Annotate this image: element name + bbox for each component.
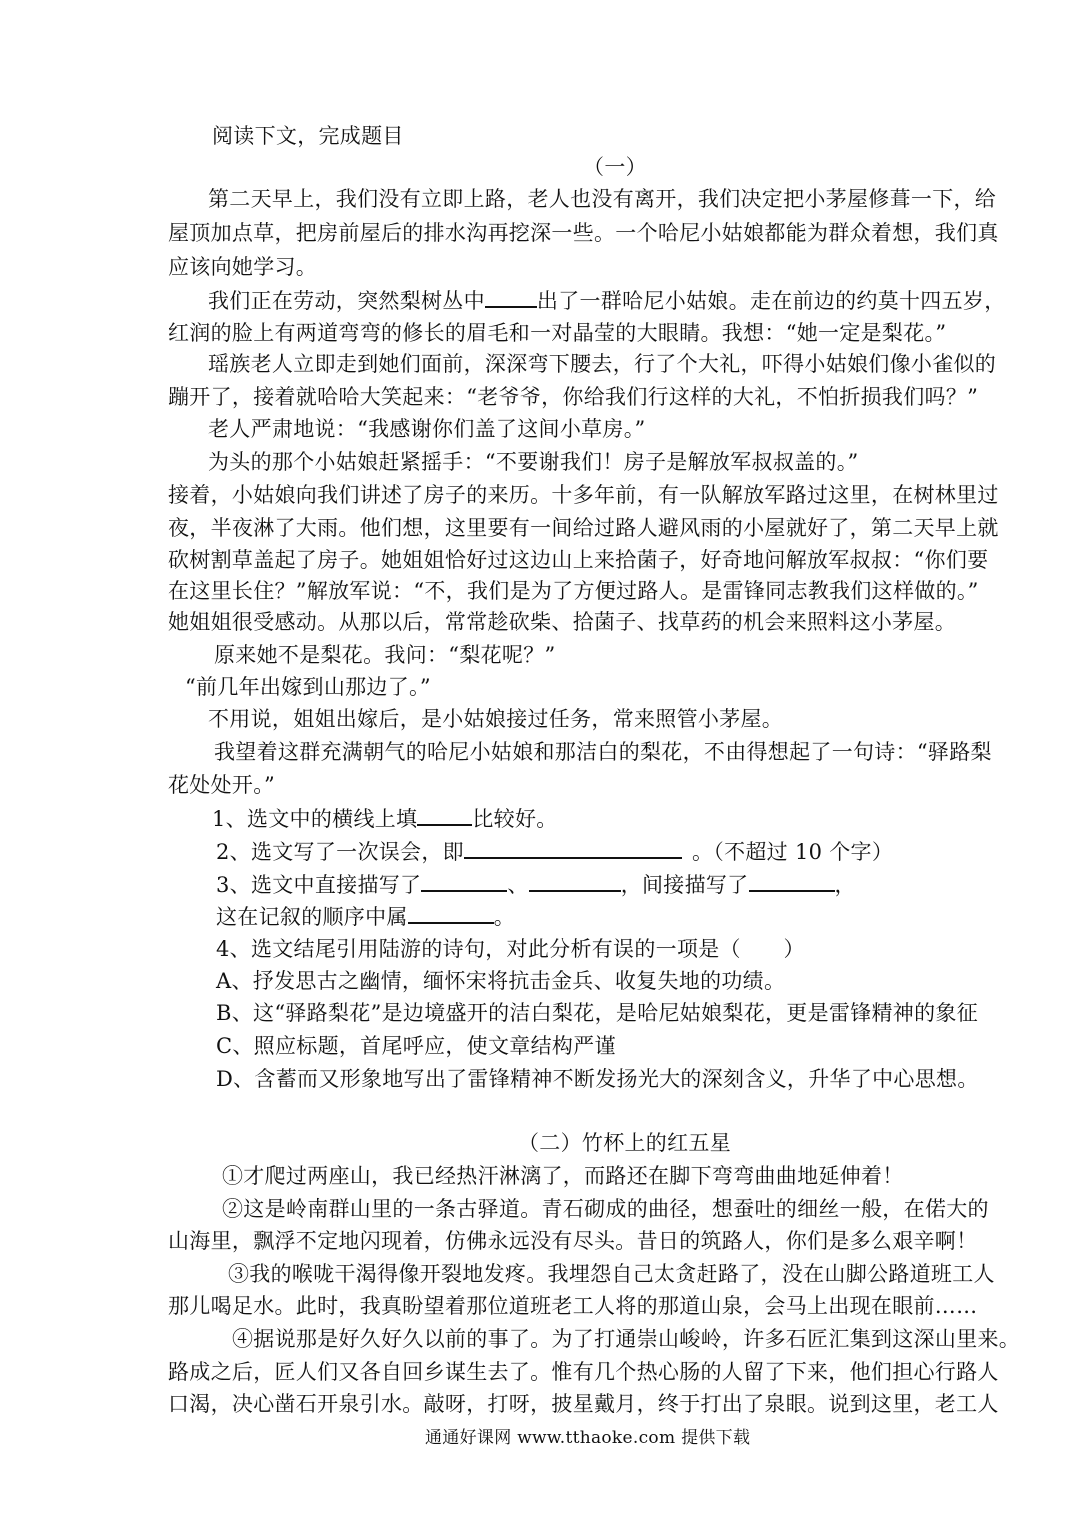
answer-blank[interactable] — [464, 839, 682, 859]
question-1: 1、选文中的横线上填 比较好。 — [212, 807, 558, 831]
paragraph-4: 老人严肃地说：“我感谢你们盖了这间小草房。” — [208, 417, 646, 441]
section-2-heading: （二）竹杯上的红五星 — [518, 1131, 731, 1155]
option-c: C、照应标题，首尾呼应，使文章结构严谨 — [216, 1034, 616, 1058]
instruction: 阅读下文，完成题目 — [212, 124, 404, 148]
answer-blank[interactable] — [421, 872, 507, 892]
s2-paragraph-1: ①才爬过两座山，我已经热汗淋漓了，而路还在脚下弯弯曲曲地延伸着！ — [222, 1164, 904, 1188]
question-2: 2、选文写了一次误会，即 。（不超过 10 个字） — [216, 840, 894, 864]
paragraph-9: 不用说，姐姐出嫁后，是小姑娘接过任务，常来照管小茅屋。 — [208, 707, 784, 731]
paragraph-5: 为头的那个小姑娘赶紧摇手：“不要谢我们！房子是解放军叔叔盖的。” — [208, 450, 859, 474]
answer-blank[interactable] — [408, 904, 494, 924]
fill-blank-line — [485, 288, 537, 308]
option-d: D、含蓄而又形象地写出了雷锋精神不断发扬光大的深刻含义，升华了中心思想。 — [216, 1067, 979, 1091]
answer-blank[interactable] — [417, 806, 472, 826]
answer-blank[interactable] — [529, 872, 621, 892]
answer-blank[interactable] — [749, 872, 835, 892]
paragraph-7: 原来她不是梨花。我问：“梨花呢？” — [214, 643, 556, 667]
page-footer: 通通好课网 www.tthaoke.com 提供下载 — [425, 1428, 751, 1448]
option-a: A、抒发思古之幽情，缅怀宋将抗击金兵、收复失地的功绩。 — [216, 969, 786, 993]
question-4: 4、选文结尾引用陆游的诗句，对此分析有误的一项是（ ） — [216, 937, 805, 961]
section-1-heading: （一） — [583, 155, 647, 179]
paragraph-8: “前几年出嫁到山那边了。” — [185, 675, 431, 699]
option-b: B、这“驿路梨花”是边境盛开的洁白梨花，是哈尼姑娘梨花，更是雷锋精神的象征 — [216, 1001, 979, 1025]
